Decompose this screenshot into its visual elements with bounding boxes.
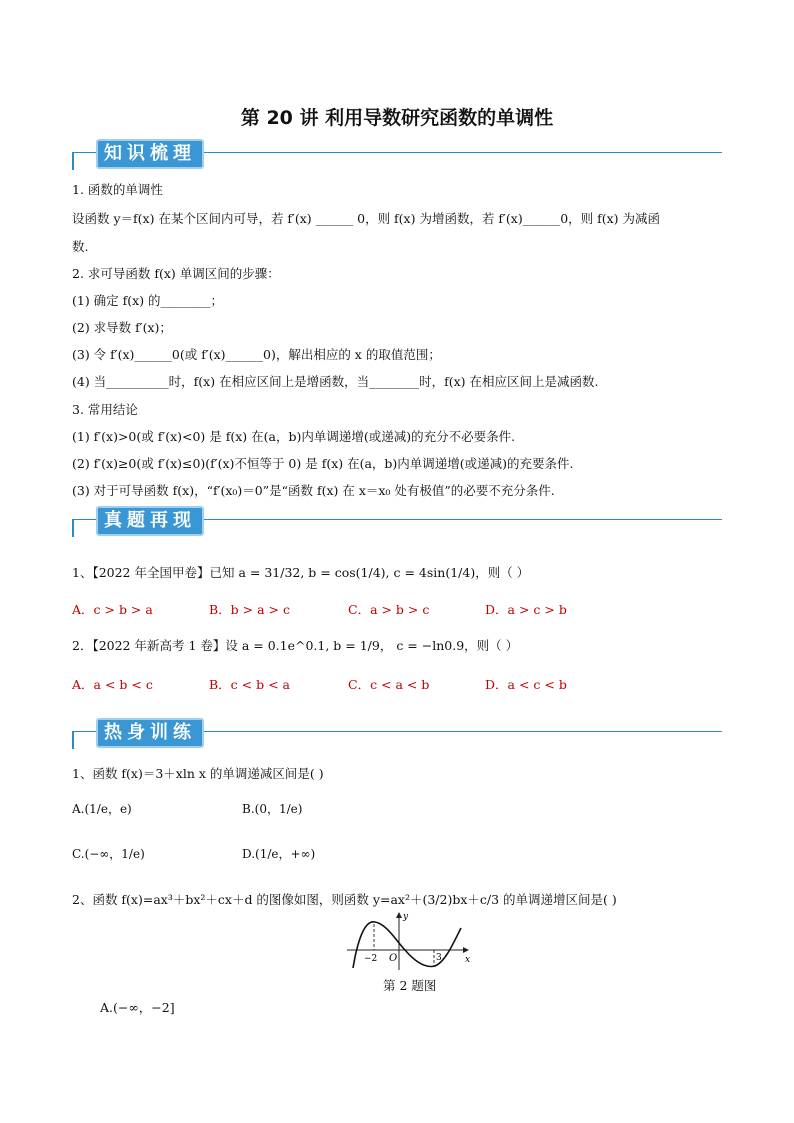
option-c: C．c < a < b: [348, 677, 430, 692]
warmup-option-d: D.(1/e，+∞): [242, 847, 316, 861]
knowledge-paragraph-cont: 数.: [72, 239, 89, 254]
knowledge-heading-3: 3. 常用结论: [72, 402, 138, 417]
warmup-q2-option-a: A.(−∞，−2]: [100, 1000, 175, 1015]
warmup-question-1: 1、函数 f(x)＝3＋xln x 的单调递减区间是( ): [72, 766, 324, 781]
step-4: (4) 当__________时，f(x) 在相应区间上是增函数，当________时，f(x) 在相应区间上是减函数.: [72, 374, 599, 389]
x-label: x: [465, 955, 471, 965]
section-banner-exam: [72, 506, 722, 536]
option-a: A．c > b > a: [72, 602, 153, 617]
section-banner-warmup: [72, 718, 722, 748]
y-label: y: [403, 912, 409, 922]
tick-label-3: 3: [436, 953, 442, 963]
section-title: 真题再现: [96, 506, 204, 536]
warmup-question-2: 2、函数 f(x)=ax³＋bx²＋cx＋d 的图像如图，则函数 y=ax²＋(3/2)bx＋c/3 的单调递增区间是( ): [72, 892, 617, 907]
origin-label: O: [389, 953, 398, 964]
knowledge-heading-2: 2. 求可导函数 f(x) 单调区间的步骤：: [72, 266, 280, 281]
step-2: (2) 求导数 f′(x)；: [72, 320, 172, 335]
x-axis-arrow-icon: [463, 947, 469, 953]
step-3: (3) 令 f′(x)______0(或 f′(x)______0)，解出相应的 x 的取值范围；: [72, 347, 441, 362]
option-b: B．b > a > c: [209, 602, 290, 617]
conclusion-2: (2) f′(x)≥0(或 f′(x)≤0)(f′(x)不恒等于 0) 是 f(x) 在(a，b)内单调递增(或递减)的充要条件.: [72, 456, 574, 471]
exam-question-2: 2．【2022 年新高考 1 卷】设 a = 0.1e^0.1, b = 1/9， c = −ln0.9，则（ ）: [72, 638, 519, 653]
option-d: D．a > c > b: [485, 602, 567, 617]
cubic-graph-figure: [343, 910, 475, 972]
banner-corner: [72, 519, 74, 537]
option-d: D．a < c < b: [485, 677, 567, 692]
step-1: (1) 确定 f(x) 的________；: [72, 293, 224, 308]
tick-label-minus-2: −2: [364, 954, 378, 964]
option-b: B．c < b < a: [209, 677, 290, 692]
section-banner-knowledge: [72, 139, 722, 169]
option-c: C．a > b > c: [348, 602, 430, 617]
warmup-option-a: A.(1/e，e): [72, 802, 132, 816]
section-title: 知识梳理: [96, 139, 204, 169]
figure-caption: 第 2 题图: [383, 978, 437, 993]
knowledge-paragraph: 设函数 y＝f(x) 在某个区间内可导，若 f′(x) ______ 0，则 f(x) 为增函数，若 f′(x)______0，则 f(x) 为减函: [72, 211, 661, 226]
conclusion-3: (3) 对于可导函数 f(x)，“f′(x₀)＝0”是“函数 f(x) 在 x＝x₀ 处有极值”的必要不充分条件.: [72, 483, 555, 498]
exam-question-1: 1、【2022 年全国甲卷】已知 a = 31/32, b = cos(1/4), c = 4sin(1/4)，则（ ）: [72, 565, 530, 580]
knowledge-heading-1: 1. 函数的单调性: [72, 182, 163, 197]
warmup-option-c: C.(−∞，1/e): [72, 847, 145, 861]
banner-corner: [72, 152, 74, 170]
banner-corner: [72, 731, 74, 749]
warmup-option-b: B.(0，1/e): [242, 802, 303, 816]
option-a: A．a < b < c: [72, 677, 153, 692]
y-axis-arrow-icon: [396, 912, 402, 918]
conclusion-1: (1) f′(x)>0(或 f′(x)<0) 是 f(x) 在(a，b)内单调递增(或递减)的充分不必要条件.: [72, 429, 516, 444]
page-title: 第 20 讲 利用导数研究函数的单调性: [240, 107, 554, 129]
section-title: 热身训练: [96, 718, 204, 748]
